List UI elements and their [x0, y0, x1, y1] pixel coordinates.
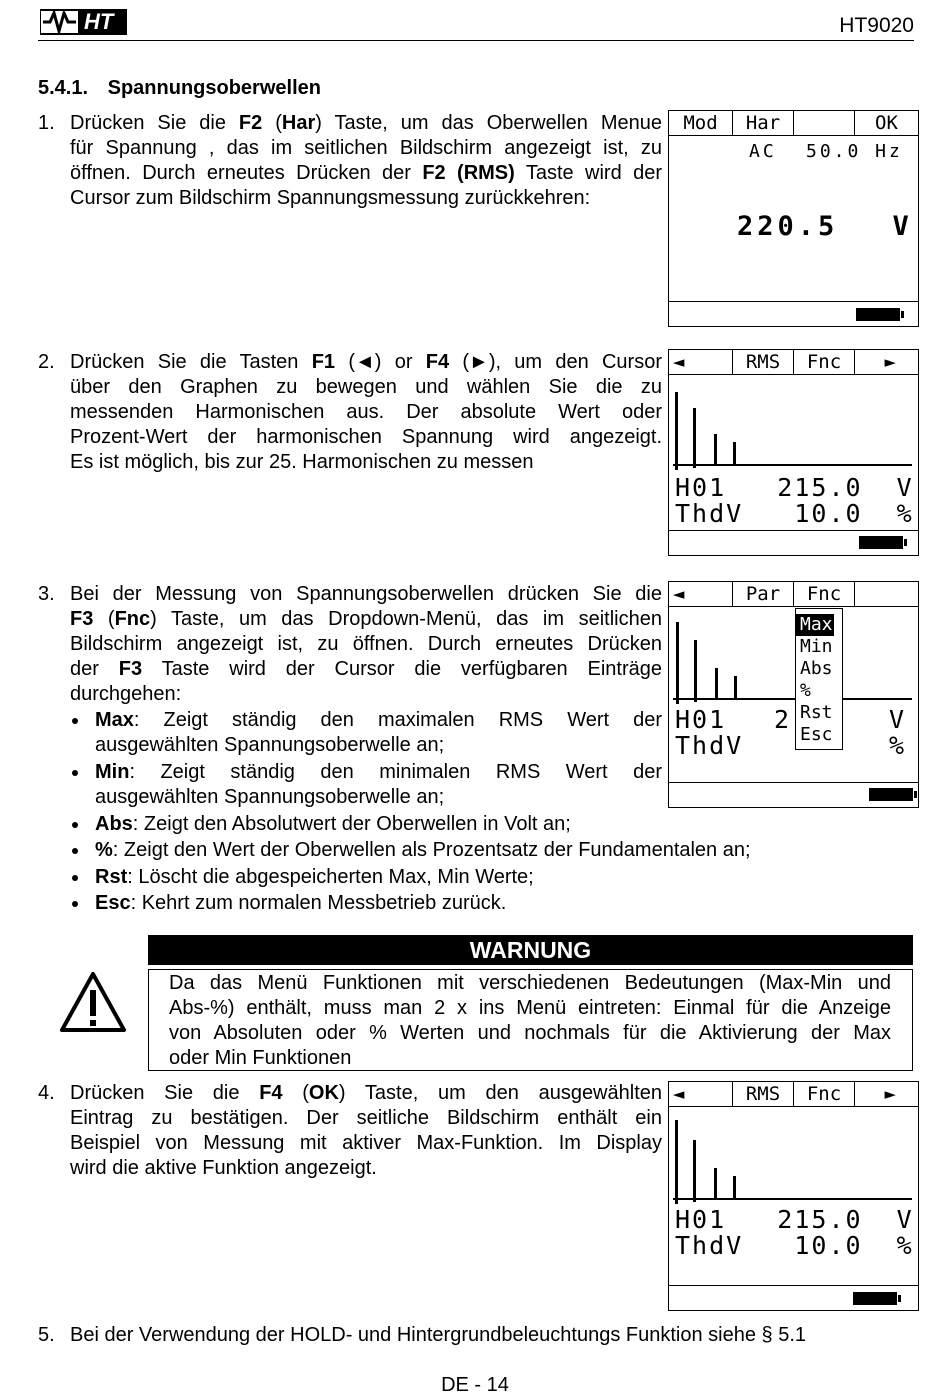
softkey-empty[interactable] [794, 111, 855, 135]
bullet-esc: Esc: Kehrt zum normalen Messbetrieb zurück. [95, 892, 507, 914]
thd-readout-line: ThdV 10.0 % [675, 499, 914, 528]
harmonic-bar [694, 640, 697, 702]
brand-logo [40, 9, 130, 35]
voltage-unit: V [892, 211, 913, 242]
step-1-number: 1. [38, 112, 55, 134]
step-1-line: für Spannung , das im seitlichen Bildschirm angezeigt ist, zu [70, 137, 662, 159]
harmonics-axis [673, 698, 912, 700]
softkey-bar [669, 350, 918, 375]
softkey-right[interactable]: ► [884, 351, 896, 373]
status-bar [669, 301, 918, 326]
bullet-dot [72, 875, 78, 881]
softkey-left[interactable]: ◄ [669, 350, 733, 374]
softkey-left[interactable]: ◄ [669, 582, 733, 606]
battery-icon [869, 788, 913, 801]
warning-box [148, 969, 913, 1071]
step-3-text [70, 582, 662, 707]
harmonics-axis [673, 1198, 912, 1200]
step-2-line: messenden Harmonischen aus. Der absolute Wert oder [70, 401, 662, 423]
bullet-min: Min: Zeigt ständig den minimalen RMS Wert der ausgewählten Spannungsoberwelle an; [95, 761, 662, 808]
warning-line: von Absoluten oder % Werten und nochmals für die Aktivierung der Max [169, 1022, 891, 1044]
softkey-ok[interactable]: OK [875, 112, 898, 134]
instrument-screen-harmonics [668, 349, 919, 556]
warning-text [169, 971, 891, 1071]
warning-header [148, 935, 913, 965]
voltage-value: 220.5 [737, 211, 839, 242]
step-4-line: Drücken Sie die F4 (OK) Taste, um den ausgewählten [70, 1082, 662, 1104]
step-4-line: wird die aktive Funktion angezeigt. [70, 1157, 377, 1179]
harmonic-bar [693, 408, 696, 468]
step-1-line: öffnen. Durch erneutes Drücken der F2 (RMS) Taste wird der [70, 162, 662, 184]
bullet-dot [72, 718, 78, 724]
softkey-bar [669, 582, 918, 607]
harmonic-label: H01 [675, 705, 727, 734]
warning-line: Abs-%) enthält, muss man 2 x ins Menü eintreten: Einmal für die Anzeige [169, 997, 891, 1019]
thd-label: ThdV [675, 731, 744, 760]
step-3-line: der F3 Taste wird der Cursor die verfügbaren Einträge [70, 658, 663, 680]
brand-name: HT [84, 9, 114, 34]
step-2-text [70, 350, 662, 475]
harmonic-bar [733, 442, 736, 466]
step-2-line: Es ist möglich, bis zur 25. Harmonischen zu messen [70, 451, 534, 473]
thd-readout-line: ThdV 10.0 % [675, 1231, 914, 1260]
softkey-empty[interactable] [855, 582, 918, 606]
harmonic-bar [733, 1176, 736, 1200]
instrument-screen-voltage [668, 110, 919, 327]
step-3-line: durchgehen: [70, 683, 182, 705]
step-1-text [70, 111, 662, 211]
step-5-text: Bei der Verwendung der HOLD- und Hintergrundbeleuchtungs Funktion siehe § 5.1 [70, 1324, 807, 1346]
section-title: Spannungsoberwellen [107, 77, 321, 99]
harmonic-readout-line: H01 215.0 V [675, 1205, 914, 1234]
menu-item-percent[interactable]: % [800, 680, 811, 701]
harmonics-axis [673, 464, 912, 466]
section-number: 5.4.1. [38, 77, 89, 99]
bullet-percent: %: Zeigt den Wert der Oberwellen als Prozentsatz der Fundamentalen an; [95, 839, 751, 861]
harmonic-unit: V [889, 705, 907, 734]
battery-icon [859, 536, 903, 549]
softkey-bar [669, 1082, 918, 1107]
warning-title: WARNUNG [469, 937, 592, 963]
menu-item-max[interactable]: Max [796, 614, 834, 636]
softkey-mod[interactable]: Mod [669, 111, 733, 135]
harmonic-value-partial: 2 [774, 705, 792, 734]
warning-icon [58, 970, 128, 1034]
step-3-line: Bei der Messung von Spannungsoberwellen drücken Sie die [70, 583, 662, 605]
softkey-rms[interactable]: RMS [733, 1082, 794, 1106]
frequency-readout: 50.0 Hz [806, 141, 903, 162]
battery-icon [853, 1292, 897, 1305]
bullet-dot [72, 770, 78, 776]
bullet-dot [72, 822, 78, 828]
softkey-right[interactable]: ► [884, 1083, 896, 1105]
step-2-number: 2. [38, 351, 55, 373]
instrument-screen-max-active [668, 1081, 919, 1311]
step-4-line: Eintrag zu bestätigen. Der seitliche Bildschirm enthält ein [70, 1107, 662, 1129]
softkey-rms[interactable]: RMS [733, 350, 794, 374]
page-number: DE - 14 [441, 1374, 509, 1396]
harmonic-bar [676, 622, 679, 704]
softkey-fnc[interactable]: Fnc [794, 582, 855, 606]
softkey-fnc[interactable]: Fnc [794, 1082, 855, 1106]
menu-item-abs[interactable]: Abs [800, 658, 833, 679]
step-1-line: Drücken Sie die F2 (Har) Taste, um das Oberwellen Menue [70, 112, 662, 134]
harmonic-bar [714, 434, 717, 466]
harmonic-readout-line: H01 215.0 V [675, 473, 914, 502]
bullet-abs: Abs: Zeigt den Absolutwert der Oberwellen in Volt an; [95, 813, 571, 835]
step-2-line: Prozent-Wert der harmonischen Spannung wird angezeigt. [70, 426, 662, 448]
warning-line: Da das Menü Funktionen mit verschiedenen Bedeutungen (Max-Min und [169, 972, 891, 994]
step-3-line: F3 (Fnc) Taste, um das Dropdown-Menü, das im seitlichen [70, 608, 662, 630]
thd-unit: % [889, 731, 907, 760]
header-model: HT9020 [839, 14, 914, 37]
menu-item-rst[interactable]: Rst [800, 702, 833, 723]
harmonic-bar [715, 668, 718, 700]
section-heading [38, 76, 321, 101]
status-bar [669, 530, 918, 555]
bullet-dot [72, 848, 78, 854]
voltage-readout [737, 211, 913, 242]
warning-line: oder Min Funktionen [169, 1047, 352, 1069]
battery-icon [856, 308, 900, 321]
bullet-rst: Rst: Löscht die abgespeicherten Max, Min Werte; [95, 866, 534, 888]
step-4-line: Beispiel von Messung mit aktiver Max-Funktion. Im Display [70, 1132, 662, 1154]
step-4-number: 4. [38, 1082, 55, 1104]
step-2-line: Drücken Sie die Tasten F1 (◄) or F4 (►), um den Cursor [70, 351, 662, 373]
menu-item-esc[interactable]: Esc [800, 724, 833, 745]
header-rule [38, 40, 914, 41]
step-3-number: 3. [38, 583, 55, 605]
softkey-bar [669, 111, 918, 136]
harmonic-bar [693, 1140, 696, 1202]
instrument-screen-function-menu [668, 581, 919, 808]
status-bar [669, 782, 918, 807]
harmonic-bar [714, 1168, 717, 1200]
softkey-par[interactable]: Par [733, 582, 794, 606]
function-dropdown-menu [795, 608, 843, 750]
menu-item-min[interactable]: Min [800, 636, 833, 657]
softkey-left[interactable]: ◄ [669, 1082, 733, 1106]
step-1-line: Cursor zum Bildschirm Spannungsmessung zurückkehren: [70, 187, 591, 209]
softkey-fnc[interactable]: Fnc [794, 350, 855, 374]
step-5-number: 5. [38, 1324, 55, 1346]
step-2-line: über den Graphen zu bewegen und wählen Sie die zu [70, 376, 662, 398]
bullet-max: Max: Zeigt ständig den maximalen RMS Wert der ausgewählten Spannungsoberwelle an; [95, 709, 662, 756]
harmonic-bar [734, 676, 737, 700]
step-4-text [70, 1081, 662, 1181]
ac-label: AC [749, 141, 777, 162]
harmonic-bar [675, 1120, 678, 1204]
status-bar [669, 1285, 918, 1310]
softkey-har[interactable]: Har [733, 111, 794, 135]
step-3-line: Bildschirm angezeigt ist, zu öffnen. Durch erneutes Drücken [70, 633, 662, 655]
harmonic-bar [675, 392, 678, 470]
bullet-dot [72, 901, 78, 907]
